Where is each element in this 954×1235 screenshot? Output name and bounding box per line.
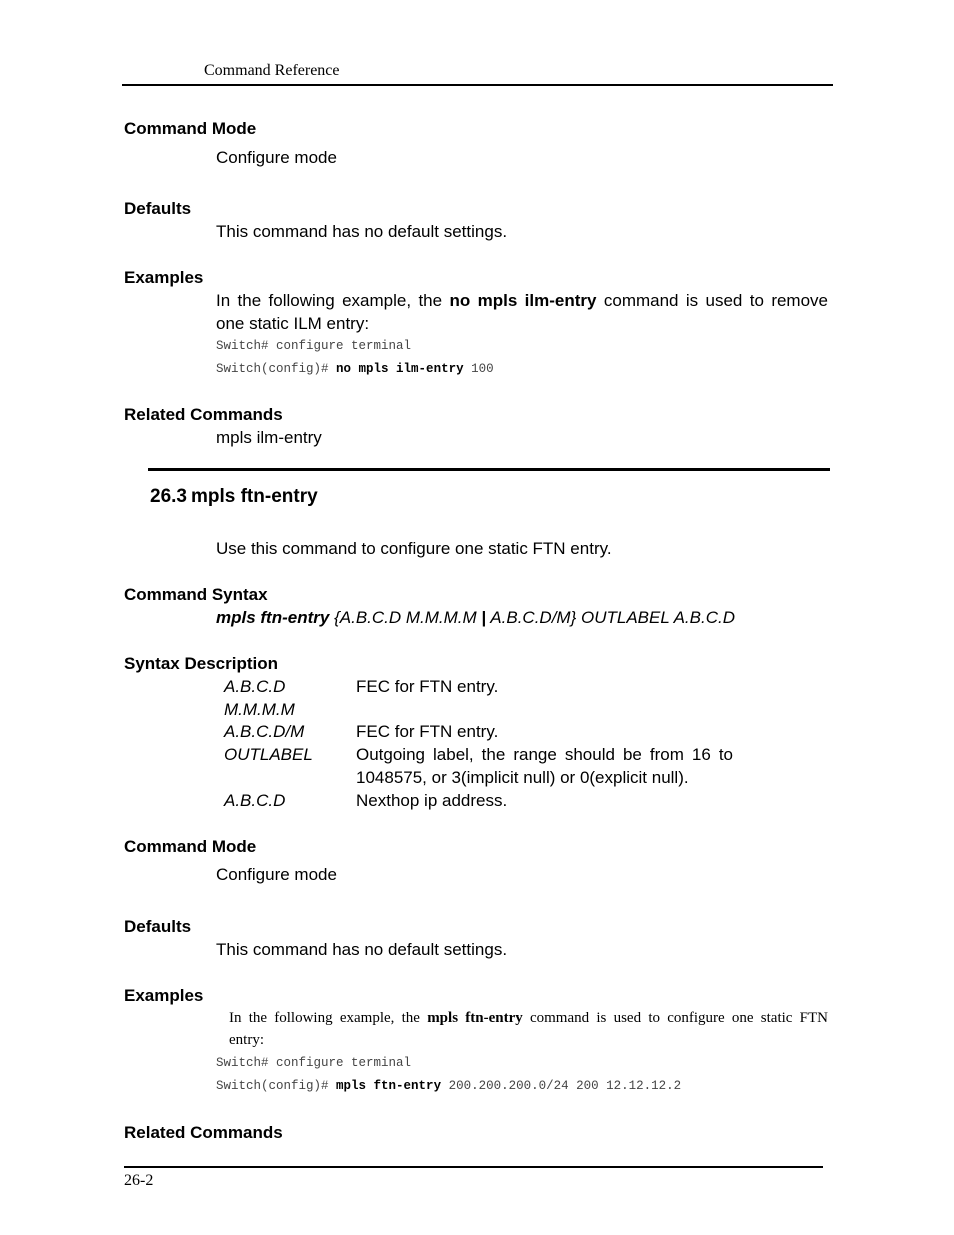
param-desc: FEC for FTN entry. [356,677,499,696]
param-term: M.M.M.M [224,700,295,719]
defaults-text: This command has no default settings. [216,940,508,959]
param-term: A.B.C.D [224,791,286,810]
command-mode-text: Configure mode [216,865,337,884]
example-intro-cmd: no mpls ilm-entry [449,291,597,310]
syntax-args-1: {A.B.C.D M.M.M.M [334,608,477,627]
param-desc: Outgoing label, the range should be from 16 to [356,745,733,764]
code-line [216,1079,681,1093]
section-rule [148,468,830,471]
related-commands-heading: Related Commands [124,405,283,424]
code-argument: 200.200.200.0/24 200 12.12.12.2 [448,1079,682,1093]
defaults-text: This command has no default settings. [216,222,508,241]
code-command: no mpls ilm-entry [336,362,464,376]
example-intro-cmd: mpls ftn-entry [427,1010,523,1026]
param-term: OUTLABEL [224,745,313,764]
example-intro-pre: In the following example, the [229,1010,420,1026]
code-line: Switch# configure terminal [216,1056,412,1070]
code-argument: 100 [471,362,494,376]
example-intro-line2: entry: [229,1032,264,1048]
section-number: 26.3 [150,486,187,507]
examples-heading: Examples [124,986,204,1005]
example-intro [229,1010,828,1027]
syntax-command: mpls ftn-entry [216,608,330,627]
related-commands-text: mpls ilm-entry [216,428,322,447]
command-syntax [216,608,735,628]
running-header: Command Reference [204,62,340,79]
example-intro-line2: one static ILM entry: [216,314,370,333]
code-prompt: Switch(config)# [216,1079,329,1093]
command-mode-text: Configure mode [216,148,337,167]
example-intro-post: command is used to configure one static FTN [529,1010,829,1026]
related-commands-heading: Related Commands [124,1123,283,1142]
code-line [216,362,494,376]
syntax-args-2: A.B.C.D/M} OUTLABEL A.B.C.D [490,608,735,627]
defaults-heading: Defaults [124,917,192,936]
syntax-description-heading: Syntax Description [124,654,278,673]
section-name: mpls ftn-entry [190,486,318,507]
section-intro: Use this command to configure one static FTN entry. [216,539,612,558]
example-intro-pre: In the following example, the [216,291,443,310]
syntax-separator: | [481,608,487,627]
command-mode-heading: Command Mode [124,837,257,856]
examples-heading: Examples [124,268,204,287]
section-title [150,486,318,508]
code-command: mpls ftn-entry [336,1079,442,1093]
param-desc-continued: 1048575, or 3(implicit null) or 0(explicit null). [356,768,689,787]
example-intro [216,291,828,311]
header-rule [122,84,833,86]
example-intro-post: command is used to remove [603,291,829,310]
param-desc: Nexthop ip address. [356,791,508,810]
footer-rule [124,1166,823,1168]
command-mode-heading: Command Mode [124,119,257,138]
param-term: A.B.C.D [224,677,286,696]
page-number: 26-2 [124,1172,154,1189]
param-term: A.B.C.D/M [224,722,305,741]
command-syntax-heading: Command Syntax [124,585,268,604]
param-desc: FEC for FTN entry. [356,722,499,741]
code-prompt: Switch(config)# [216,362,329,376]
defaults-heading: Defaults [124,199,192,218]
code-line: Switch# configure terminal [216,339,412,353]
